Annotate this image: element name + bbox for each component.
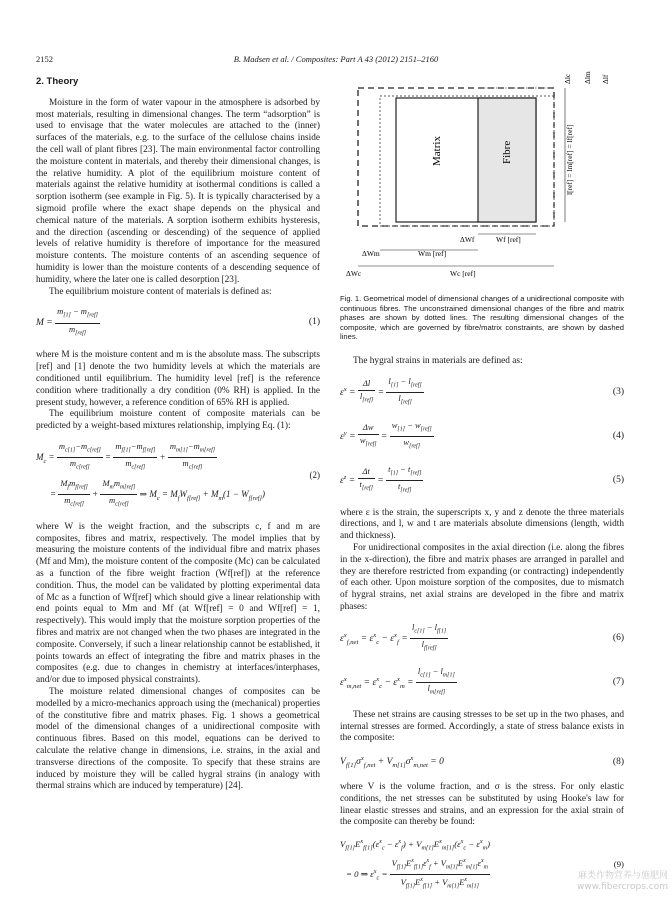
paragraph: The equilibrium moisture content of materials is defined as:	[49, 286, 272, 297]
equation-8: $V_{f[1]}\sigma^x_{f,net} + V_{m[1]}\sigma^x_{m,net} = 0$ (8)	[340, 755, 624, 770]
equation-number: (4)	[612, 430, 624, 441]
page-number: 2152	[36, 54, 53, 64]
equation-3: $\varepsilon^x$ = $\frac{\Delta l}{l_{[ref]}}$ = $\frac{l_{[1]} - l_{[ref]}}{l_{[ref]}}$ (3)	[340, 375, 624, 406]
equation-5: $\varepsilon^z$ = $\frac{\Delta t}{t_{[ref]}}$ = $\frac{t_{[1]} - t_{[ref]}}{t_{[ref]}}$ (5)	[340, 463, 624, 494]
wf-ref-label: Wf [ref]	[496, 235, 521, 244]
fibre-label: Fibre	[501, 140, 513, 164]
paragraph: where W is the weight fraction, and the subscripts c, f and m are composites, fibres and matrix, respectively. The model implies that by measuring the moisture contents of the individual fibre and matrix phases (Mf and Mm), the moisture content of the composite (Mc) can be calculated as a function of the fibre weight fraction (Wf[ref]) at the reference condition. Thus, the model can be validated by plotting experimental data of Mc as a function of Wf[ref] which should give a linear relationship with end points equal to Mm and Mf (at Wf[ref] = 0 and Wf[ref] = 1, respectively). This would imply that the moisture sorption properties of the fibres and matrix are not changed when the two phases are integrated in the composite. Conversely, if such a linear relationship cannot be established, it points towards an effect of integrating the fibre and matrix phases in the composites (e.g. due to changes in chemistry at interfaces/interphases, and/or due to imposed physical constraints).	[36, 521, 320, 686]
watermark-line-2: www.fibercrops.com	[577, 882, 668, 892]
left-column	[36, 70, 320, 793]
equation-number: (5)	[612, 474, 624, 485]
dwc-label: ΔWc	[346, 269, 362, 278]
paragraph: Moisture in the form of water vapour in the atmosphere is adsorbed by most materials, resulting in dimensional changes. The term “adsorption” is used to envisage that the water molecules are attached to the (inner) surfaces of the materials, e.g. to the surface of the cellulose chains inside the cell wall of plant fibres [23]. The main environmental factor controlling the moisture content in materials, and thereby their dimensional changes, is the relative humidity. A plot of the equilibrium moisture content of materials against the relative humidity at isothermal conditions is called a sorption isotherm (see example in Fig. 5). It is typically characterised by a sigmoid profile where the exact shape depends on the physical and chemical nature of the materials. A sorption isotherm exhibits hysteresis, and the direction (ascending or descending) of the sequence of applied levels of relative humidity is therefore of importance for the measured moisture contents. The moisture contents of an ascending sequence of humidity is lower than the moisture contents of a descending sequence of humidity, where the later one is called desorption [23].	[36, 97, 320, 285]
matrix-label: Matrix	[431, 136, 443, 166]
equation-7: $\varepsilon^x_{m,net} = \varepsilon^x_c - \varepsilon^x_m$ = $\frac{l_{c[1]} - l_{m[1]}}{l_{m[ref]}}$ (7)	[340, 665, 624, 696]
equation-2: $M_c$ = $\frac{m_{c[1]}-m_{c[ref]}}{m_{c[ref]}}$ = $\frac{m_{f[1]}-m_{f[ref]}}{m_{c[ref]}}$ + $\frac{m_{m[1]}-m_{m[ref]}}{m_{c[ref]}}$ = $\frac{M_fm_{f[ref]}}{m_{c[ref]}}$ + $\frac{M_mm_{m[ref]}}{m_{c[ref]}}$ ⇒ $M_c = M_fW_{f[ref]} + M_m(1 - W_{f[ref]})$ (2)	[36, 440, 320, 509]
composite-geometry-diagram	[340, 70, 624, 290]
equation-4: $\varepsilon^y$ = $\frac{\Delta w}{w_{[ref]}}$ = $\frac{w_{[1]} - w_{[ref]}}{w_{[ref]}}$ (4)	[340, 419, 624, 450]
dlc-label: Δlc	[563, 73, 572, 84]
equation-number: (6)	[612, 632, 624, 643]
equation-6: $\varepsilon^x_{f,net} = \varepsilon^x_c - \varepsilon^x_f$ = $\frac{l_{c[1]} - l_{f[1]}}{l_{f[ref]}}$ (6)	[340, 621, 624, 653]
section-title: 2. Theory	[36, 76, 79, 87]
paragraph: where ε is the strain, the superscripts x, y and z denote the three materials directions, and l, w and t are materials absolute dimensions (length, width and thickness).	[340, 507, 624, 542]
equation-number: (3)	[612, 386, 624, 397]
watermark-line-1: 麻类作物营养与施肥网	[577, 871, 668, 881]
paragraph: For unidirectional composites in the axial direction (i.e. along the fibres in the x-direction), the fibre and matrix phases are arranged in parallel and they are therefore restricted from expanding (or contracting) independently of each other. Upon moisture sorption of the composites, due to mismatch of hygral strains, net axial strains are developed in the fibre and matrix phases:	[340, 543, 624, 613]
paragraph: where M is the moisture content and m is the absolute mass. The subscripts [ref] and [1] denote the two humidity levels at which the materials are conditioned until equilibrium. The humidity level [ref] is the reference condition where traditionally a dry condition (0% RH) is applied. In the present study, however, a reference condition of 65% RH is applied.	[36, 350, 320, 408]
paragraph: The hygral strains in materials are defined as:	[353, 355, 523, 366]
equation-1: M = $\frac{m_{[1]} - m_{[ref]}}{m_{[ref]}}$ (1)	[36, 306, 320, 337]
paragraph: The moisture related dimensional changes of composites can be modelled by a micro-mechanics approach using the (mechanical) properties of the constitutive fibre and matrix phases. Fig. 1 shows a geometrical model of the dimensional changes of a unidirectional composite with continuous fibres. Based on this model, equations can be derived to calculate the relative change in dimensions, i.e. strains, in the axial and transverse directions of the composite. To specify that these strains are induced by moisture they will be called hygral strains (in analogy with thermal strains which are induced by temperature) [24].	[36, 686, 320, 792]
dlm-label: Δlm	[583, 71, 592, 84]
journal-citation: B. Madsen et al. / Composites: Part A 43 (2012) 2151–2160	[233, 54, 439, 64]
dwf-label: ΔWf	[460, 235, 475, 244]
wc-ref-label: Wc [ref]	[450, 269, 476, 278]
watermark	[577, 871, 668, 893]
equation-number: (2)	[309, 470, 320, 481]
equation-number: (8)	[612, 756, 624, 767]
figure-1	[340, 70, 624, 290]
l-ref-label: l[ref] = lm[ref] = lf[ref]	[565, 124, 574, 195]
running-header	[36, 54, 636, 68]
right-column	[340, 70, 624, 903]
equation-9: $V_{f[1]}E^x_{f[1]}(\varepsilon^x_c - \varepsilon^x_f) + V_{m[1]}E^x_{m[1]}(\varepsilon^x_c - \varepsilon^x_m)$ = 0 ⇒ $\varepsilon^x_c$ = $\frac{V_{f[1]}E^x_{f[1]}\varepsilon^x_f + V_{m[1]}E^x_{m[1]}\varepsilon^x_m}{V_{f[1]}E^x_{f[1]} + V_{m[1]}E^x_{m[1]}}$ (9)	[340, 839, 624, 890]
equation-number: (9)	[613, 859, 624, 870]
figure-caption: Fig. 1. Geometrical model of dimensional changes of a unidirectional composite with continuous fibres. The unconstrained dimensional changes of the fibre and matrix phases are shown by dotted lines. The resulting dimensional changes of the composite, which are governed by fibre/matrix constraints, are shown by dashed lines.	[340, 294, 624, 342]
dlf-label: Δlf	[601, 74, 610, 84]
paragraph: where V is the volume fraction, and σ is the stress. For only elastic conditions, the net stresses can be substituted by using Hooke's law for linear elastic stresses and strains, and an expression for the axial strain of the composite can thereby be found:	[340, 782, 624, 828]
equation-number: (7)	[612, 676, 624, 687]
paragraph: The equilibrium moisture content of composite materials can be predicted by a weight-based mixtures relationship, implying Eq. (1):	[36, 409, 320, 432]
wm-ref-label: Wm [ref]	[418, 249, 447, 258]
paragraph: These net strains are causing stresses to be set up in the two phases, and internal stresses are formed. Accordingly, a state of stress balance exists in the composite:	[340, 709, 624, 744]
equation-number: (1)	[308, 317, 320, 328]
dwm-label: ΔWm	[362, 249, 380, 258]
